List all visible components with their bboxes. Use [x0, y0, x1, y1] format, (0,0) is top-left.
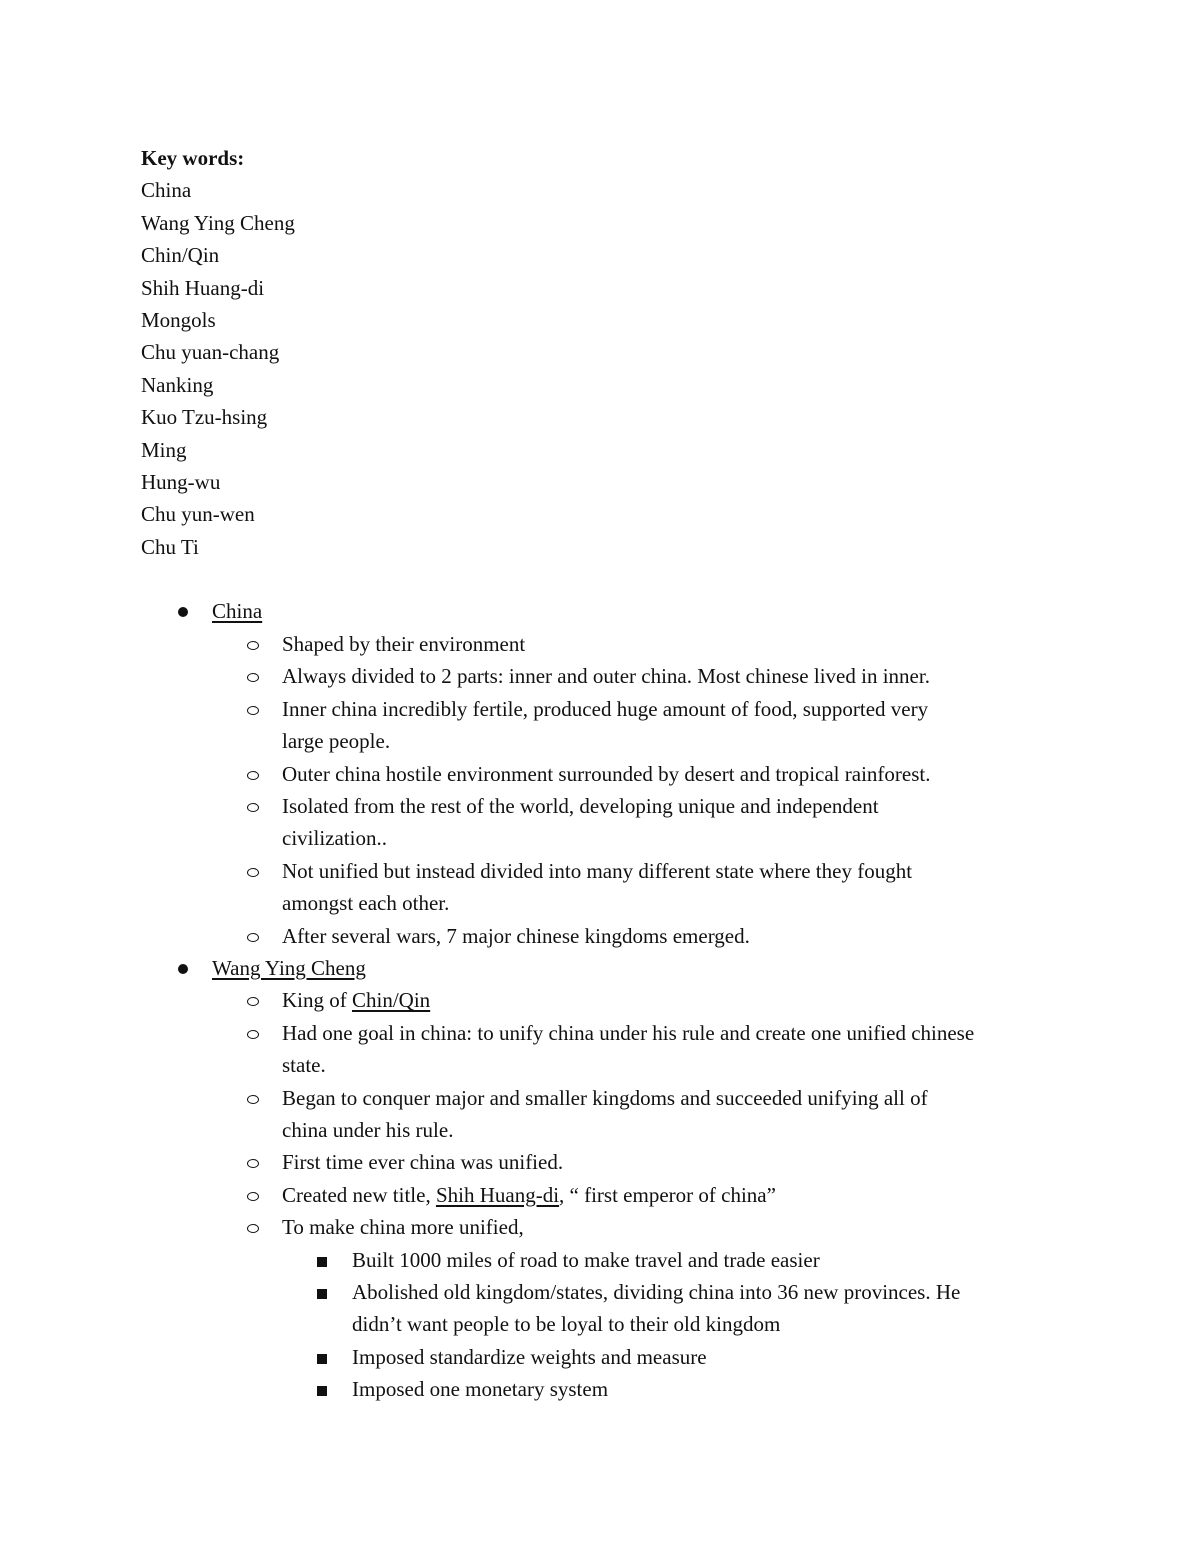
link-shih-huang-di: Shih Huang-di	[435, 1182, 560, 1207]
sub-sub-bullet-item	[141, 1373, 1081, 1405]
bullet-continuation	[141, 1114, 1081, 1146]
sub-bullet-item	[141, 790, 1081, 822]
keyword-item: Nanking	[141, 372, 214, 397]
bullet-text: civilization..	[282, 826, 387, 851]
bullet-text: Built 1000 miles of road to make travel and trade easier	[352, 1247, 820, 1272]
bullet-text: Had one goal in china: to unify china under his rule and create one unified chinese	[282, 1020, 975, 1045]
bullet-item-china	[141, 595, 1081, 627]
bullet-text: King of	[282, 988, 352, 1013]
bullet-text: Created new title,	[282, 1182, 436, 1207]
bullet-continuation	[141, 725, 1081, 757]
sub-bullet-item	[141, 1211, 1081, 1243]
bullet-text: After several wars, 7 major chinese kingdoms emerged.	[282, 923, 750, 948]
sub-bullet-item	[141, 660, 1081, 692]
bullet-text: Imposed one monetary system	[352, 1377, 609, 1402]
link-chin-qin: Chin/Qin	[352, 988, 431, 1013]
document-body	[141, 142, 1081, 1406]
keyword-item: China	[141, 178, 192, 203]
bullet-text: Began to conquer major and smaller kingdoms and succeeded unifying all of	[282, 1085, 928, 1110]
bullet-text: large people.	[282, 729, 391, 754]
keyword-item: Ming	[141, 437, 187, 462]
keyword-item: Chin/Qin	[141, 243, 220, 268]
sub-bullet-item	[141, 1179, 1081, 1211]
section-title-wang-ying-cheng: Wang Ying Cheng	[212, 955, 366, 980]
sub-sub-bullet-item	[141, 1341, 1081, 1373]
bullet-continuation	[141, 1308, 1081, 1340]
bullet-text: Imposed standardize weights and measure	[352, 1344, 707, 1369]
bullet-text: Inner china incredibly fertile, produced huge amount of food, supported very	[282, 696, 929, 721]
bullet-text: To make china more unified,	[282, 1215, 524, 1240]
bullet-text: Abolished old kingdom/states, dividing china into 36 new provinces. He	[352, 1280, 961, 1304]
keywords-heading: Key words:	[141, 146, 245, 170]
keyword-item: Mongols	[141, 307, 216, 332]
keyword-item: Wang Ying Cheng	[141, 210, 295, 235]
bullet-text: Not unified but instead divided into many different state where they fought	[282, 858, 913, 883]
sub-bullet-item	[141, 855, 1081, 887]
sub-sub-bullet-item	[141, 1276, 1081, 1308]
sub-bullet-item	[141, 628, 1081, 660]
section-title-china: China	[212, 599, 263, 624]
bullet-text: , “ first emperor of china”	[559, 1182, 776, 1207]
bullet-text: state.	[282, 1053, 326, 1078]
bullet-continuation	[141, 1049, 1081, 1081]
keyword-item: Kuo Tzu-hsing	[141, 405, 268, 430]
sub-bullet-item	[141, 1146, 1081, 1178]
bullet-text: Isolated from the rest of the world, developing unique and independent	[282, 793, 879, 818]
sub-bullet-item	[141, 758, 1081, 790]
bullet-item-wang-ying-cheng	[141, 952, 1081, 984]
bullet-text: didn’t want people to be loyal to their old kingdom	[352, 1312, 781, 1337]
sub-bullet-item	[141, 984, 1081, 1016]
keyword-item: Hung-wu	[141, 469, 221, 494]
bullet-text: Outer china hostile environment surrounded by desert and tropical rainforest.	[282, 761, 931, 786]
bullet-text: First time ever china was unified.	[282, 1150, 564, 1175]
bullet-continuation	[141, 822, 1081, 854]
bullet-text: Shaped by their environment	[282, 631, 526, 656]
sub-bullet-item	[141, 693, 1081, 725]
keyword-item: Chu Ti	[141, 534, 199, 559]
bullet-text: china under his rule.	[282, 1117, 454, 1142]
keyword-item: Shih Huang-di	[141, 275, 265, 300]
bullet-text: amongst each other.	[282, 891, 450, 916]
paragraph-spacer	[141, 563, 1081, 595]
bullet-text: Always divided to 2 parts: inner and outer china. Most chinese lived in inner.	[282, 664, 930, 689]
sub-bullet-item	[141, 1017, 1081, 1049]
sub-bullet-item	[141, 920, 1081, 952]
keyword-item: Chu yun-wen	[141, 502, 255, 527]
keyword-item: Chu yuan-chang	[141, 340, 280, 365]
sub-sub-bullet-item	[141, 1244, 1081, 1276]
bullet-continuation	[141, 887, 1081, 919]
sub-bullet-item	[141, 1082, 1081, 1114]
